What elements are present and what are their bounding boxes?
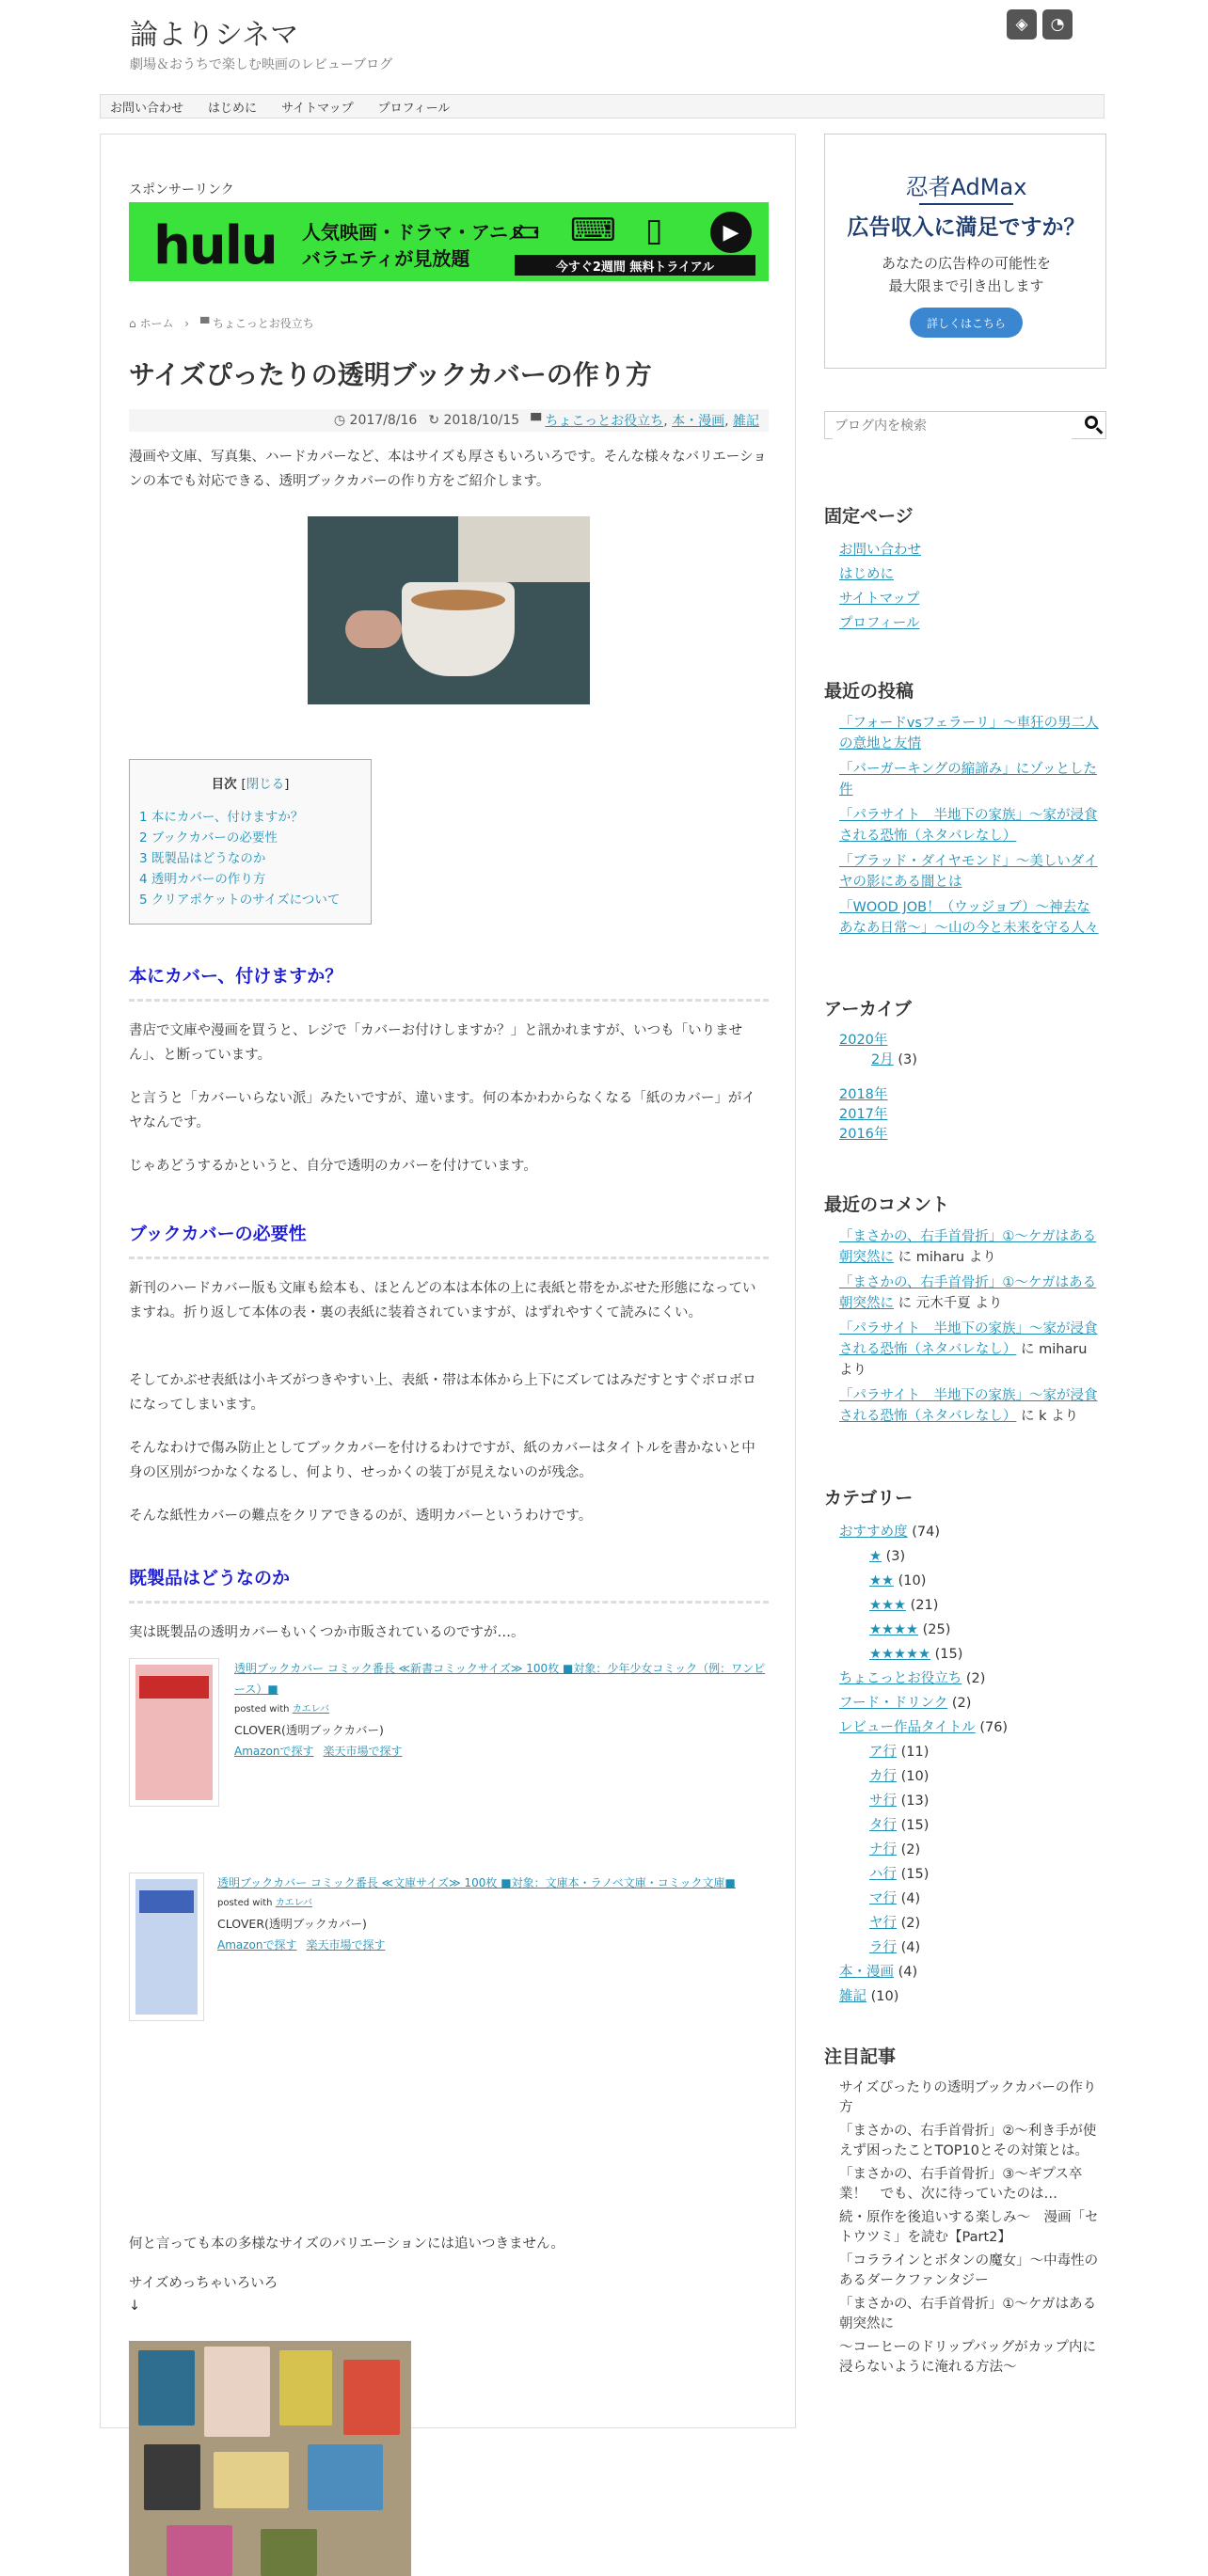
category-count: (15) [930, 1647, 963, 1662]
meta-category-separator: , [663, 414, 673, 429]
category-count: (10) [894, 1573, 927, 1588]
nav-item-contact[interactable]: お問い合わせ [110, 101, 184, 116]
product-title-link[interactable]: 透明ブックカバー コミック番長 ≪新書コミックサイズ≫ 100枚 ■対象：少年少女コミック（例：ワンピース）■ [234, 1662, 766, 1696]
category-link[interactable]: ハ行 [869, 1867, 897, 1882]
sponsor-label: スポンサーリンク [129, 182, 234, 198]
meta-category-separator: , [724, 414, 733, 429]
widget-title-categories: カテゴリー [824, 1488, 914, 1509]
category-link[interactable]: ちょこっとお役立ち [839, 1671, 962, 1686]
widget-title-pages: 固定ページ [824, 506, 914, 527]
category-link[interactable]: ナ行 [869, 1842, 897, 1857]
archive-year-link[interactable]: 2020年 [839, 1033, 888, 1048]
category-count: (15) [897, 1818, 930, 1833]
posted-with: posted with [234, 1704, 290, 1715]
comment-post-link[interactable]: 「パラサイト 半地下の家族」～家が浸食される恐怖（ネタバレなし） [839, 1388, 1098, 1424]
category-link[interactable]: フード・ドリンク [839, 1696, 948, 1711]
ad-headline: 広告収入に満足ですか？ [847, 215, 1086, 240]
category-link[interactable]: ★ [869, 1549, 882, 1564]
product-brand: CLOVER(透明ブックカバー) [217, 1917, 367, 1931]
toc-bracket: ] [284, 777, 290, 792]
comment-post-link[interactable]: 「まさかの、右手首骨折」①～ケガはある朝突然に [839, 1275, 1097, 1311]
rakuten-link[interactable]: 楽天市場で探す [306, 1938, 386, 1952]
header-icons [1007, 9, 1073, 40]
category-item [839, 1544, 1103, 1569]
section-heading-2: ブックカバーの必要性 [129, 1220, 769, 1259]
coffee-book-image [308, 516, 590, 704]
category-item [839, 1960, 1103, 1984]
section-heading-1: 本にカバー、付けますか？ [129, 962, 769, 1002]
recent-post-link[interactable]: 「パラサイト 半地下の家族」～家が浸食される恐怖（ネタバレなし） [839, 808, 1098, 844]
product-title-link[interactable]: 透明ブックカバー コミック番長 ≪文庫サイズ≫ 100枚 ■対象：文庫本・ラノベ文庫・コミック文庫■ [217, 1876, 736, 1889]
category-item [839, 1789, 1103, 1813]
play-icon[interactable]: ▶ [710, 212, 752, 253]
category-item [839, 1569, 1103, 1593]
category-count: (76) [975, 1720, 1009, 1735]
category-item [839, 1838, 1103, 1862]
recent-comments-list [839, 1226, 1103, 1431]
article-meta [129, 409, 769, 432]
article-title: サイズぴったりの透明ブックカバーの作り方 [129, 359, 652, 390]
hulu-cta[interactable]: 今すぐ2週間 無料トライアル [515, 255, 755, 276]
popular-list [839, 2078, 1103, 2381]
section1-paragraph: 書店で文庫や漫画を買うと、レジで「カバーお付けしますか？」と訊かれますが、いつも「いりません」、と断っています。 [129, 1023, 743, 1063]
main-content [100, 134, 796, 2428]
nav-item-profile[interactable]: プロフィール [377, 101, 451, 116]
folder-icon: ▀ [531, 414, 541, 429]
category-count: (2) [962, 1671, 986, 1686]
category-count: (10) [866, 1989, 899, 2004]
popular-post[interactable]: 続・原作を後追いする楽しみ～ 漫画「セトウツミ」を読む【Part2】 [839, 2210, 1099, 2245]
site-title[interactable]: 論よりシネマ [130, 19, 299, 52]
widget-title-recent: 最近の投稿 [824, 681, 914, 702]
comment-post-link[interactable]: 「まさかの、右手首骨折」①～ケガはある朝突然に [839, 1229, 1097, 1265]
global-nav [100, 94, 1105, 119]
category-count: (4) [897, 1891, 921, 1906]
section2-paragraph: そんなわけで傷み防止としてブックカバーを付けるわけですが、紙のカバーはタイトルを書かないと中身の区別がつかなくなるし、何より、せっかくの装丁が見えないのが残念。 [129, 1441, 755, 1480]
comment-author: に 元木千夏 より [894, 1296, 1003, 1311]
category-item [839, 1520, 1103, 1544]
comment-author: に miharu より [839, 1342, 1088, 1378]
section-heading-3: 既製品はどうなのか [129, 1564, 769, 1604]
page-link[interactable]: お問い合わせ [839, 543, 921, 558]
pages-list [839, 538, 1103, 636]
category-count: (2) [897, 1842, 921, 1857]
toc-toggle[interactable]: 閉じる [246, 777, 285, 792]
category-item [839, 1593, 1103, 1618]
category-link[interactable]: おすすめ度 [839, 1525, 908, 1540]
section2-paragraph: そんな紙性カバーの難点をクリアできるのが、透明カバーというわけです。 [129, 1509, 593, 1524]
popular-post[interactable]: サイズぴったりの透明ブックカバーの作り方 [839, 2080, 1097, 2115]
toc-label: 目次 [211, 777, 237, 792]
category-link[interactable]: ★★★★ [869, 1622, 918, 1637]
category-item [839, 1667, 1103, 1691]
section2-paragraph: そしてかぶせ表紙は小キズがつきやすい上、表紙・帯は本体から上下にズレてはみだすとすぐボロボロになってしまいます。 [129, 1373, 756, 1413]
category-item [839, 1740, 1103, 1764]
section1-paragraph: じゃあどうするかというと、自分で透明のカバーを付けています。 [129, 1159, 537, 1174]
category-count: (3) [882, 1549, 906, 1564]
categories-list [839, 1520, 1103, 2009]
section3-paragraph: サイズめっちゃいろいろ [129, 2276, 278, 2291]
category-count: (25) [918, 1622, 951, 1637]
folder-icon: ▀ [199, 317, 210, 330]
category-link[interactable]: ラ行 [869, 1940, 897, 1955]
section3-paragraph: 実は既製品の透明カバーもいくつか市販されているのですが…。 [129, 1625, 525, 1640]
category-item [839, 1862, 1103, 1887]
category-link[interactable]: サ行 [869, 1794, 897, 1809]
clock-icon: ◷ [333, 413, 346, 428]
category-link[interactable]: カ行 [869, 1769, 897, 1784]
meta-category-2[interactable]: 本・漫画 [672, 414, 725, 429]
toc-item[interactable]: 5 クリアポケットのサイズについて [139, 893, 341, 908]
category-link[interactable]: ★★ [869, 1573, 894, 1588]
admax-logo: 忍者AdMax [825, 168, 1106, 205]
breadcrumb [129, 315, 314, 331]
meta-category-1[interactable]: ちょこっとお役立ち [545, 414, 664, 429]
kaereba-link[interactable]: カエレバ [275, 1898, 312, 1908]
amazon-link[interactable]: Amazonで探す [234, 1745, 314, 1758]
breadcrumb-separator: › [184, 317, 190, 330]
category-item [839, 1618, 1103, 1642]
breadcrumb-home[interactable]: ホーム [139, 317, 174, 330]
category-link[interactable]: 雑記 [839, 1989, 866, 2004]
toc-item[interactable]: 2 ブックカバーの必要性 [139, 830, 278, 845]
update-icon: ↻ [428, 413, 440, 428]
rakuten-link[interactable]: 楽天市場で探す [323, 1745, 403, 1758]
ad-subtext: 最大限まで引き出します [888, 277, 1044, 294]
feedly-icon[interactable]: ◈ [1007, 9, 1037, 40]
archive-year-link[interactable]: 2017年 [839, 1107, 888, 1122]
category-link[interactable]: ヤ行 [869, 1916, 897, 1931]
widget-title-comments: 最近のコメント [824, 1194, 950, 1215]
category-count: (2) [897, 1916, 921, 1931]
category-link[interactable]: ★★★ [869, 1598, 906, 1613]
archive-year-link[interactable]: 2018年 [839, 1087, 888, 1102]
category-count: (4) [894, 1965, 918, 1980]
archive-count: (3) [893, 1052, 917, 1067]
comment-post-link[interactable]: 「パラサイト 半地下の家族」～家が浸食される恐怖（ネタバレなし） [839, 1321, 1098, 1357]
recent-post-link[interactable]: 「フォードvsフェラーリ」～車狂の男二人の意地と友情 [839, 716, 1099, 751]
home-icon: ⌂ [129, 317, 136, 330]
category-link[interactable]: 本・漫画 [839, 1965, 894, 1980]
category-item [839, 1984, 1103, 2009]
category-count: (2) [947, 1696, 972, 1711]
meta-category-3[interactable]: 雑記 [733, 414, 759, 429]
popular-post[interactable]: ～コーヒーのドリップバッグがカップ内に浸らないように淹れる方法～ [839, 2340, 1097, 2375]
hulu-logo: hulu [153, 215, 277, 277]
category-link[interactable]: ア行 [869, 1745, 897, 1760]
widget-title-popular: 注目記事 [824, 2047, 897, 2067]
category-item [839, 1715, 1103, 1740]
archive-year-link[interactable]: 2016年 [839, 1127, 888, 1142]
category-item [839, 1887, 1103, 1911]
category-count: (11) [897, 1745, 930, 1760]
page-link[interactable]: プロフィール [839, 616, 920, 631]
toc-header [130, 773, 371, 792]
category-link[interactable]: レビュー作品タイトル [839, 1720, 976, 1735]
popular-post[interactable]: 「まさかの、右手首骨折」③～ギプス卒業！ でも、次に待っていたのは… [839, 2167, 1083, 2202]
product-image[interactable] [129, 1873, 204, 2021]
comment-author: に miharu より [894, 1250, 996, 1265]
books-photo [129, 2341, 411, 2576]
toc-item[interactable]: 1 本にカバー、付けますか？ [139, 810, 304, 825]
category-item [839, 1936, 1103, 1960]
popular-post[interactable]: 「コララインとボタンの魔女」～中毒性のあるダークファンタジー [839, 2253, 1099, 2288]
search-box [824, 411, 1106, 439]
search-input[interactable] [833, 413, 1072, 439]
popular-post[interactable]: 「まさかの、右手首骨折」①～ケガはある朝突然に [839, 2297, 1097, 2331]
category-link[interactable]: マ行 [869, 1891, 897, 1906]
toc-bracket: [ [241, 777, 246, 792]
search-icon[interactable] [1085, 416, 1098, 429]
category-item [839, 1911, 1103, 1936]
toc-item[interactable]: 3 既製品はどうなのか [139, 851, 266, 866]
rss-icon[interactable]: ◔ [1042, 9, 1073, 40]
nav-item-sitemap[interactable]: サイトマップ [281, 101, 354, 116]
comment-author: に k より [1016, 1409, 1079, 1424]
devices-icon: ▭ ⌨ ▯ [511, 212, 673, 249]
amazon-link[interactable]: Amazonで探す [217, 1938, 297, 1952]
date-posted: 2017/8/16 [349, 413, 418, 428]
admax-ad[interactable] [824, 134, 1106, 369]
product-brand: CLOVER(透明ブックカバー) [234, 1723, 384, 1737]
category-link[interactable]: タ行 [869, 1818, 897, 1833]
kaereba-link[interactable]: カエレバ [292, 1704, 329, 1715]
page-link[interactable]: はじめに [839, 567, 894, 582]
page-link[interactable]: サイトマップ [839, 592, 920, 607]
hulu-line2: バラエティが見放題 [302, 247, 470, 270]
popular-post[interactable]: 「まさかの、右手首骨折」②～利き手が使えず困ったことTOP10とその対策とは。 [839, 2124, 1097, 2158]
down-arrow: ↓ [129, 2299, 141, 2314]
archive-list [839, 1031, 1103, 1145]
posted-with: posted with [217, 1898, 273, 1908]
category-count: (13) [897, 1794, 930, 1809]
hulu-banner[interactable] [129, 202, 769, 281]
recent-post-link[interactable]: 「バーガーキングの縮諦み」にゾッとした件 [839, 762, 1097, 798]
category-item [839, 1691, 1103, 1715]
product-image[interactable] [129, 1658, 219, 1807]
ad-detail-button[interactable]: 詳しくはこちら [910, 308, 1023, 338]
category-item [839, 1813, 1103, 1838]
recent-post-link[interactable]: 「ブラッド・ダイヤモンド」～美しいダイヤの影にある闇とは [839, 854, 1098, 890]
category-item [839, 1642, 1103, 1667]
section1-paragraph: と言うと「カバーいらない派」みたいですが、違います。何の本かわからなくなる「紙のカバー」がイヤなんです。 [129, 1091, 755, 1130]
category-link[interactable]: ★★★★★ [869, 1647, 930, 1662]
date-updated: 2018/10/15 [443, 413, 520, 428]
intro-paragraph: 漫画や文庫、写真集、ハードカバーなど、本はサイズも厚さもいろいろです。そんな様々なバリエーションの本でも対応できる、透明ブックカバーの作り方をご紹介します。 [129, 450, 767, 489]
category-count: (74) [907, 1525, 941, 1540]
widget-title-archive: アーカイブ [824, 999, 912, 1019]
category-count: (4) [897, 1940, 921, 1955]
category-count: (15) [897, 1867, 930, 1882]
toc-item[interactable]: 4 透明カバーの作り方 [139, 872, 266, 887]
category-count: (21) [906, 1598, 939, 1613]
category-item [839, 1764, 1103, 1789]
recent-posts-list [839, 713, 1103, 943]
ad-subtext: あなたの広告枠の可能性を [881, 255, 1051, 272]
section2-paragraph: 新刊のハードカバー版も文庫も絵本も、ほとんどの本は本体の上に表紙と帯をかぶせた形態になっていますね。折り返して本体の表・裏の表紙に装着されていますが、はずれやすくて読みにくい。 [129, 1281, 756, 1320]
table-of-contents [129, 759, 372, 925]
category-count: (10) [897, 1769, 930, 1784]
hulu-line1: 人気映画・ドラマ・アニメ・ [302, 221, 546, 244]
recent-post-link[interactable]: 「WOOD JOB！（ウッジョブ）～神去なあなあ日常～」～山の今と未来を守る人々 [839, 900, 1099, 936]
breadcrumb-category[interactable]: ちょこっとお役立ち [213, 317, 314, 330]
site-description: 劇場＆おうちで楽しむ映画のレビューブログ [130, 57, 393, 72]
section3-paragraph: 何と言っても本の多様なサイズのバリエーションには追いつきません。 [129, 2236, 564, 2252]
nav-item-intro[interactable]: はじめに [208, 101, 258, 116]
archive-month-link[interactable]: 2月 [871, 1052, 894, 1067]
